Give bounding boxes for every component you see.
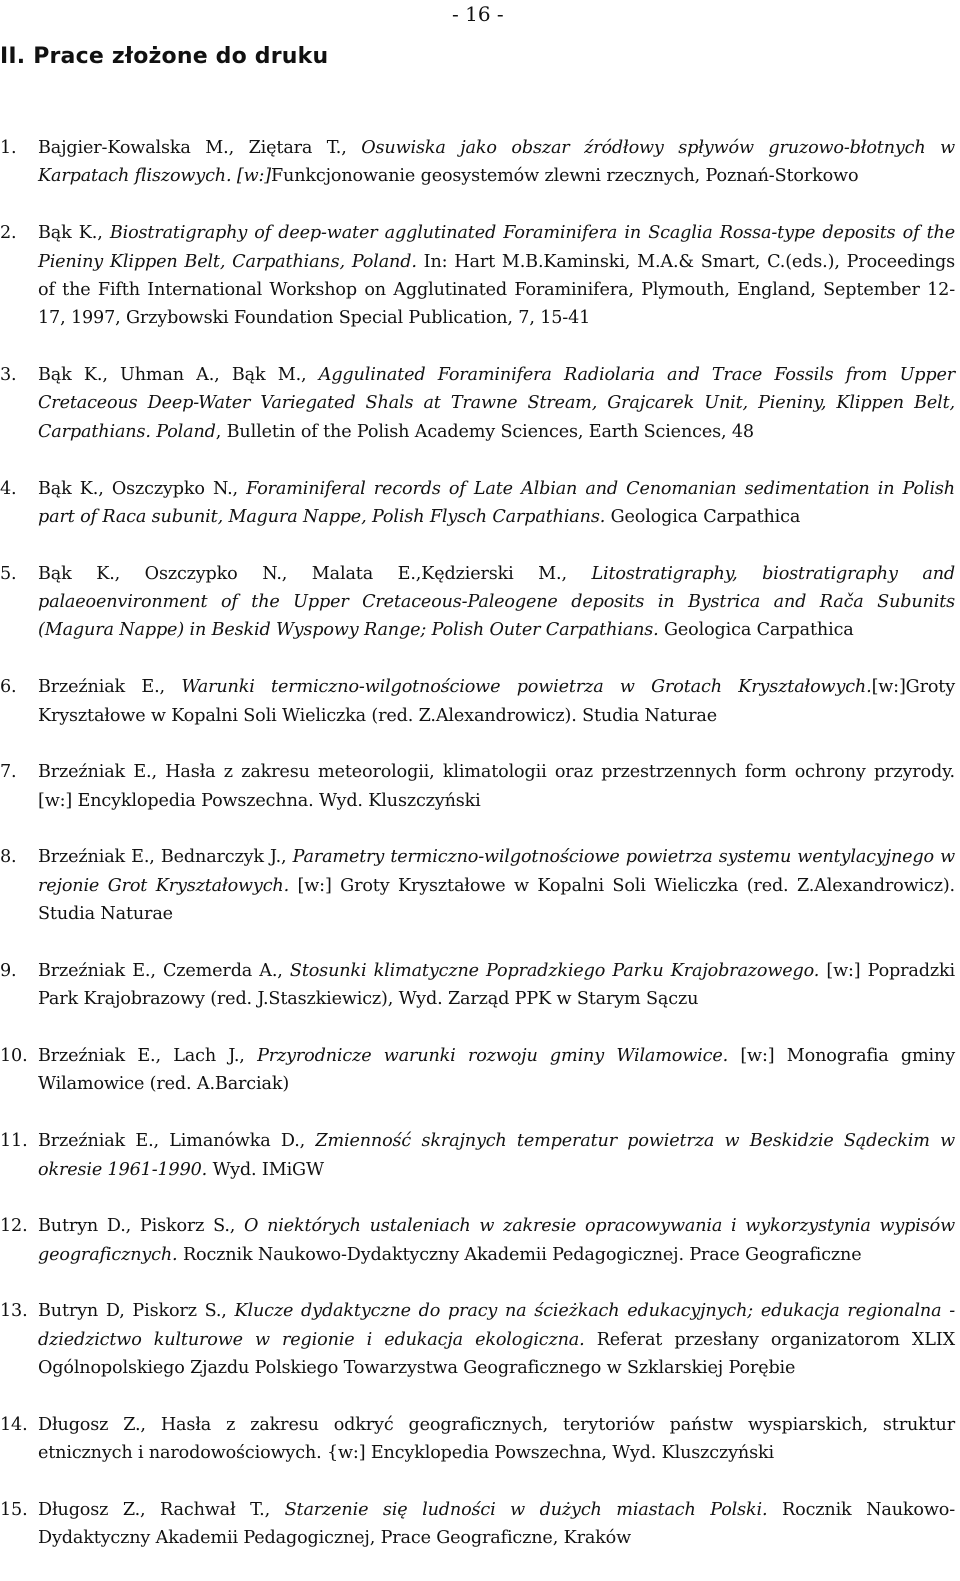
entry-number: 12. (0, 1216, 28, 1237)
entry-number: 13. (0, 1301, 28, 1322)
entry-number: 2. (0, 223, 17, 244)
entry-source: Geologica Carpathica (658, 620, 854, 641)
entry-number: 9. (0, 960, 17, 981)
entry-title: Przyrodnicze warunki rozwoju gminy Wilamowice. (257, 1046, 729, 1067)
entry-number: 10. (0, 1046, 28, 1067)
bibliography-entry (0, 1411, 955, 1468)
entry-title: Foraminiferal records of Late Albian and Cenomanian sedimentation in Polish part of Raca subunit, Magura Nappe, Polish Flysch Carpathians. (38, 478, 955, 527)
entry-authors: Bąk K., Uhman A., Bąk M., (38, 365, 319, 386)
entry-source: [w:]Groty Kryształowe w Kopalni Soli Wieliczka (red. Z.Alexandrowicz). Studia Naturae (38, 677, 955, 726)
entry-number: 8. (0, 847, 17, 868)
bibliography-entry (0, 560, 955, 645)
bibliography-entry (0, 1212, 955, 1269)
entry-title: Aggulinated Foraminifera Radiolaria and Trace Fossils from Upper Cretaceous Deep-Water Variegated Shals at Trawne Stream, Grajcarek Unit, Pieniny, Klippen Belt, Carpathians. Poland (38, 365, 955, 442)
entry-authors: Brzeźniak E., Bednarczyk J., (38, 847, 293, 868)
bibliography-entry (0, 957, 955, 1014)
bibliography-entry (0, 361, 955, 446)
bibliography-entry (0, 843, 955, 928)
entry-number: 11. (0, 1131, 28, 1152)
entry-title: Parametry termiczno-wilgotnościowe powietrza systemu wentylacyjnego w rejonie Grot Kryształowych. (38, 847, 955, 896)
entry-authors: Butryn D., Piskorz S., (38, 1216, 245, 1237)
entry-title: Klucze dydaktyczne do pracy na ścieżkach edukacyjnych; edukacja regionalna - dziedzictwo kulturowe w regionie i edukacja ekologiczna. (38, 1301, 955, 1350)
entry-authors: Brzeźniak E., Limanówka D., (38, 1131, 316, 1152)
entry-title: Osuwiska jako obszar źródłowy spływów gruzowo-błotnych w Karpatach fliszowych. [w:] (38, 138, 956, 187)
bibliography-entry (0, 758, 955, 815)
bibliography-entry (0, 1042, 955, 1099)
entry-authors: Długosz Z., Rachwał T., (38, 1499, 285, 1520)
entry-source: [w:] Popradzki Park Krajobrazowy (red. J.Staszkiewicz), Wyd. Zarząd PPK w Starym Sączu (38, 960, 955, 1010)
entry-source: Wyd. IMiGW (207, 1159, 324, 1180)
page-number: - 16 - (452, 2, 504, 26)
entry-title: Stosunki klimatyczne Popradzkiego Parku Krajobrazowego. (289, 960, 820, 981)
entry-authors: Bajgier-Kowalska M., Ziętara T., (38, 138, 362, 158)
entry-source: Rocznik Naukowo-Dydaktyczny Akademii Pedagogicznej, Prace Geograficzne, Kraków (38, 1499, 956, 1549)
bibliography-entry (0, 673, 955, 730)
bibliography-entry (0, 475, 955, 532)
entry-title: Warunki termiczno-wilgotnościowe powietrza w Grotach Kryształowych. (181, 677, 872, 698)
entry-number: 14. (0, 1414, 28, 1435)
entry-authors: Brzeźniak E., Lach J., (38, 1046, 258, 1067)
entry-authors: Bąk K., Oszczypko N., (38, 478, 247, 499)
entry-title: Starzenie się ludności w dużych miastach Polski. (284, 1499, 768, 1520)
entry-authors: Brzeźniak E., (38, 762, 166, 783)
entry-source: Rocznik Naukowo-Dydaktyczny Akademii Pedagogicznej. Prace Geograficzne (177, 1244, 862, 1265)
entry-source: Hasła z zakresu meteorologii, klimatologii oraz przestrzennych form ochrony przyrody. [w:] Encyklopedia Powszechna. Wyd. Kluszczyński (38, 762, 955, 811)
entry-source: [w:] Monografia gminy Wilamowice (red. A.Barciak) (38, 1046, 955, 1095)
entry-source: Geologica Carpathica (605, 506, 801, 527)
bibliography-entry (0, 1127, 955, 1184)
entry-source: Funkcjonowanie geosystemów zlewni rzecznych, Poznań-Storkowo (270, 166, 859, 187)
entry-title: Litostratigraphy, biostratigraphy and palaeoenvironment of the Upper Cretaceous-Paleogene deposits in Bystrica and Rača Subunits (Magura Nappe) in Beskid Wyspowy Range; Polish Outer Carpathians. (38, 563, 955, 641)
bibliography-entry (0, 1496, 955, 1553)
entry-authors: Butryn D, Piskorz S., (38, 1301, 235, 1322)
entry-number: 3. (0, 365, 17, 386)
entry-authors: Bąk K., Oszczypko N., Malata E.,Kędzierski M., (38, 563, 592, 584)
entry-source: [w:] Groty Kryształowe w Kopalni Soli Wieliczka (red. Z.Alexandrowicz). Studia Naturae (38, 875, 955, 925)
entry-authors: Bąk K., (38, 223, 110, 244)
entry-number: 7. (0, 762, 17, 783)
entry-number: 15. (0, 1499, 28, 1520)
bibliography-entry (0, 134, 955, 191)
entry-source: , Bulletin of the Polish Academy Sciences, Earth Sciences, 48 (215, 421, 754, 442)
entry-number: 1. (0, 138, 17, 158)
entry-number: 6. (0, 677, 17, 698)
entry-authors: Brzeźniak E., (38, 677, 182, 698)
entry-number: 5. (0, 563, 17, 584)
entry-authors: Brzeźniak E., Czemerda A., (38, 960, 290, 981)
entry-source: Hasła z zakresu odkryć geograficznych, terytoriów państw wyspiarskich, struktur etnicznych i narodowościowych. {w:] Encyklopedia Powszechna, Wyd. Kluszczyński (38, 1414, 956, 1464)
entry-source: In: Hart M.B.Kaminski, M.A.& Smart, C.(eds.), Proceedings of the Fifth International Workshop on Agglutinated Foraminifera, Plymouth, England, September 12-17, 1997, Grzybowski Foundation Special Publication, 7, 15-41 (38, 251, 956, 329)
entry-title: Biostratigraphy of deep-water agglutinated Foraminifera in Scaglia Rossa-type deposits of the Pieniny Klippen Belt, Carpathians, Poland. (38, 223, 955, 272)
entry-title: Zmienność skrajnych temperatur powietrza w Beskidzie Sądeckim w okresie 1961-1990. (38, 1131, 955, 1180)
section-heading: II. Prace złożone do druku (0, 44, 329, 69)
bibliography-list (0, 134, 955, 1581)
entry-authors: Długosz Z., (38, 1414, 161, 1435)
entry-title: O niektórych ustaleniach w zakresie opracowywania i wykorzystynia wypisów geograficznych. (38, 1216, 955, 1265)
bibliography-entry (0, 1297, 955, 1382)
entry-number: 4. (0, 478, 17, 499)
bibliography-entry (0, 219, 955, 333)
entry-source: Referat przesłany organizatorom XLIX Ogólnopolskiego Zjazdu Polskiego Towarzystwa Geograficznego w Szklarskiej Porębie (38, 1329, 955, 1379)
